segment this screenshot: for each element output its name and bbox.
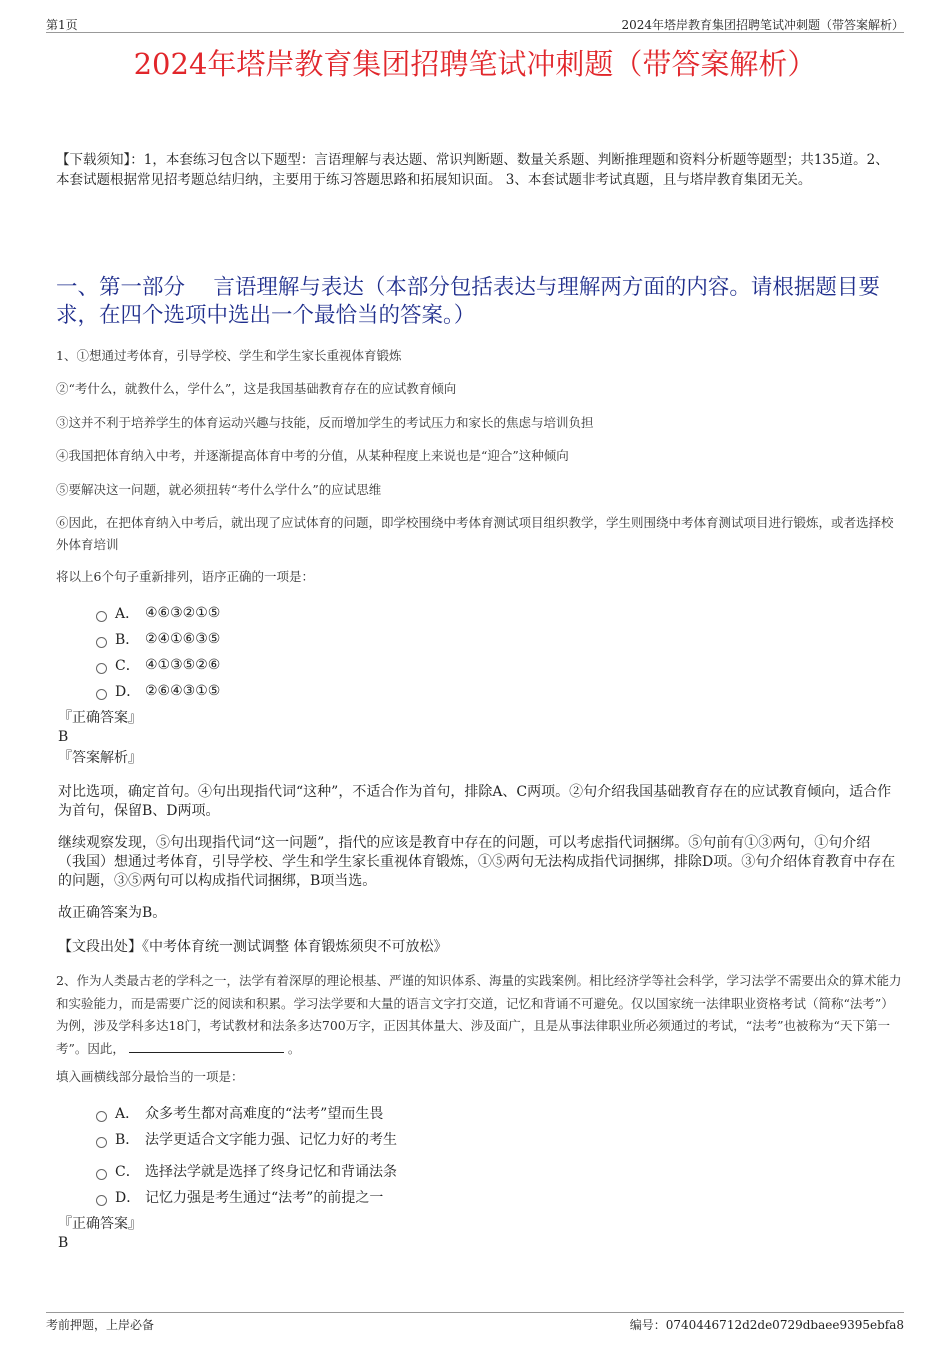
- q2-option-c[interactable]: C． 选择法学就是选择了终身记忆和背诵法条: [96, 1161, 397, 1181]
- q1-line: ⑥因此，在把体育纳入中考后，就出现了应试体育的问题，即学校围绕中考体育测试项目组织教学，学生则围绕中考体育测试项目进行锻炼，或者选择校外体育培训: [56, 515, 894, 552]
- q1-analysis-para: 对比选项，确定首句。④句出现指代词“这种”，不适合作为首句，排除A、C两项。②句介绍我国基础教育存在的应试教育倾向，适合作为首句，保留B、D两项。: [58, 784, 892, 819]
- document-title: 2024年塔岸教育集团招聘笔试冲刺题（带答案解析）: [133, 47, 817, 81]
- document-id: 编号：0740446712d2de0729dbaee9395ebfa8: [629, 1318, 904, 1332]
- page-header: [46, 16, 904, 33]
- q1-line: ⑤要解决这一问题，就必须扭转“考什么学什么”的应试思维: [56, 482, 382, 497]
- radio-icon[interactable]: [96, 1169, 107, 1180]
- q1-option-b[interactable]: B． ②④①⑥③⑤: [96, 629, 220, 649]
- radio-icon[interactable]: [96, 689, 107, 700]
- q1-answer: B: [58, 729, 69, 745]
- q1-line: ②“考什么，就教什么，学什么”，这是我国基础教育存在的应试教育倾向: [56, 381, 457, 396]
- q1-source: 【文段出处】《中考体育统一测试调整 体育锻炼须臾不可放松》: [58, 939, 448, 955]
- footer-slogan: 考前押题，上岸必备: [46, 1318, 155, 1332]
- q2-answer: B: [58, 1235, 69, 1251]
- page-number: 第1页: [46, 18, 78, 32]
- q1-analysis-para: 继续观察发现，⑤句出现指代词“这一问题”，指代的应该是教育中存在的问题，可以考虑指代词捆绑。⑤句前有①③两句，①句介绍（我国）想通过考体育，引导学校、学生和学生家长重视体育锻炼，①⑤两句无法构成指代词捆绑，排除D项。③句介绍体育教育中存在的问题，③⑤两句可以构成指代词捆绑，B项当选。: [58, 835, 896, 889]
- q1-option-a[interactable]: A． ④⑥③②①⑤: [96, 603, 220, 623]
- q2-option-b[interactable]: B． 法学更适合文字能力强、记忆力好的考生: [96, 1129, 397, 1149]
- radio-icon[interactable]: [96, 1111, 107, 1122]
- fill-blank: [129, 1052, 284, 1053]
- radio-icon[interactable]: [96, 663, 107, 674]
- q2-prompt: 填入画横线部分最恰当的一项是：: [56, 1069, 244, 1084]
- radio-icon[interactable]: [96, 637, 107, 648]
- section-heading: 一、第一部分 言语理解与表达（本部分包括表达与理解两方面的内容。请根据题目要求，在四个选项中选出一个最恰当的答案。）: [56, 275, 880, 328]
- header-title: 2024年塔岸教育集团招聘笔试冲刺题（带答案解析）: [621, 18, 904, 32]
- radio-icon[interactable]: [96, 1195, 107, 1206]
- q1-line: ③这并不利于培养学生的体育运动兴趣与技能，反而增加学生的考试压力和家长的焦虑与培训负担: [56, 415, 594, 430]
- q2-answer-label: 『正确答案』: [58, 1216, 142, 1232]
- q1-option-c[interactable]: C． ④①③⑤②⑥: [96, 655, 220, 675]
- q2-option-d[interactable]: D． 记忆力强是考生通过“法考”的前提之一: [96, 1187, 383, 1207]
- q1-prompt: 将以上6个句子重新排列，语序正确的一项是：: [56, 569, 314, 584]
- radio-icon[interactable]: [96, 611, 107, 622]
- q1-line: 1、①想通过考体育，引导学校、学生和学生家长重视体育锻炼: [56, 348, 402, 363]
- q2-stem: 2、作为人类最古老的学科之一，法学有着深厚的理论根基、严谨的知识体系、海量的实践案例。相比经济学等社会科学，学习法学不需要出众的算术能力和实验能力，而是需要广泛的阅读和积累。学习法学要和大量的语言文字打交道，记忆和背诵不可避免。仅以国家统一法律职业资格考试（简称“法考”）为例，涉及学科多达18门，考试教材和法条多达700万字，正因其体量大、涉及面广，且是从事法律职业所必须通过的考试，“法考”也被称为“天下第一考”。因此， 。: [56, 973, 902, 1056]
- q2-option-a[interactable]: A． 众多考生都对高难度的“法考”望而生畏: [96, 1103, 383, 1123]
- q1-answer-label: 『正确答案』: [58, 710, 142, 726]
- radio-icon[interactable]: [96, 1137, 107, 1148]
- q1-line: ④我国把体育纳入中考，并逐渐提高体育中考的分值，从某种程度上来说也是“迎合”这种倾向: [56, 448, 569, 463]
- q1-analysis-label: 『答案解析』: [58, 750, 142, 766]
- page-footer: [46, 1312, 904, 1333]
- download-notice: 【下载须知】：1，本套练习包含以下题型：言语理解与表达题、常识判断题、数量关系题、判断推理题和资料分析题等题型；共135道。2、本套试题根据常见招考题总结归纳，主要用于练习答题思路和拓展知识面。 3、本套试题非考试真题，且与塔岸教育集团无关。: [56, 152, 889, 188]
- q1-option-d[interactable]: D． ②⑥④③①⑤: [96, 681, 220, 701]
- q1-analysis-para: 故正确答案为B。: [58, 905, 167, 921]
